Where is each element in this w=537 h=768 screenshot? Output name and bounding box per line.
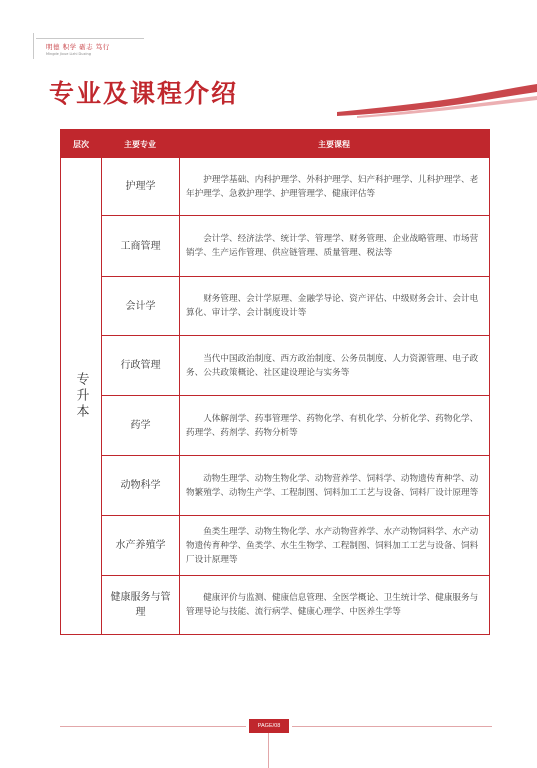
table-rows (102, 158, 489, 634)
course-list: 护理学基础、内科护理学、外科护理学、妇产科护理学、儿科护理学、老年护理学、急救护理学、护理管理学、健康评估等 (186, 174, 479, 199)
table-row (102, 396, 489, 456)
course-list: 健康评价与监测、健康信息管理、全医学概论、卫生统计学、健康服务与管理导论与技能、流行病学、健康心理学、中医养生学等 (186, 593, 479, 617)
table-row (102, 456, 489, 516)
course-list: 当代中国政治制度、西方政治制度、公务员制度、人力资源管理、电子政务、公共政策概论、社区建设理论与实务等 (186, 353, 479, 378)
header-motto-en: Mingde Jixue Lizhi Duxing (46, 52, 91, 56)
major-name: 工商管理 (102, 216, 180, 276)
footer-line-right (292, 726, 492, 727)
major-name: 行政管理 (102, 336, 180, 395)
footer-tick (268, 733, 269, 768)
table-row (102, 576, 489, 634)
header-rule-horizontal (36, 38, 144, 39)
header-courses: 主要课程 (318, 139, 350, 149)
table-header (61, 130, 489, 158)
page-title: 专业及课程介绍 (49, 79, 239, 108)
course-list: 鱼类生理学、动物生物化学、水产动物营养学、水产动物饲料学、水产动物遗传育种学、鱼类学、水生生物学、工程制图、饲料加工工艺与设备、饲料厂设计原理等 (186, 526, 479, 565)
header-motto: 明德 积学 砺志 笃行 (46, 43, 110, 51)
major-name: 会计学 (102, 277, 180, 335)
major-name: 动物科学 (102, 456, 180, 515)
course-list: 动物生理学、动物生物化学、动物营养学、饲料学、动物遗传育种学、动物繁殖学、动物生产学、工程制图、饲料加工工艺与设备、饲料厂设计原理等 (186, 473, 479, 498)
table-row (102, 216, 489, 277)
major-name: 健康服务与管理 (102, 576, 180, 634)
course-list: 人体解剖学、药事管理学、药物化学、有机化学、分析化学、药物化学、药理学、药剂学、药物分析等 (186, 413, 479, 438)
page-number: PAGE/08 (249, 719, 289, 733)
header-rule-vertical (33, 33, 34, 59)
course-table (60, 129, 490, 635)
level-cell: 专升本 (61, 158, 102, 634)
major-name: 药学 (102, 396, 180, 455)
course-list: 会计学、经济法学、统计学、管理学、财务管理、企业战略管理、市场营销学、生产运作管理、供应链管理、质量管理、税法等 (186, 234, 479, 258)
table-row (102, 277, 489, 336)
header-level: 层次 (73, 139, 89, 149)
course-list: 财务管理、会计学原理、金融学导论、资产评估、中级财务会计、会计电算化、审计学、会计制度设计等 (186, 294, 479, 318)
title-wave-decoration (337, 78, 537, 118)
table-row (102, 158, 489, 216)
header-major: 主要专业 (124, 139, 156, 149)
table-body (61, 158, 489, 634)
footer-line-left (60, 726, 246, 727)
table-row (102, 516, 489, 576)
major-name: 水产养殖学 (102, 516, 180, 575)
table-row (102, 336, 489, 396)
major-name: 护理学 (102, 158, 180, 215)
